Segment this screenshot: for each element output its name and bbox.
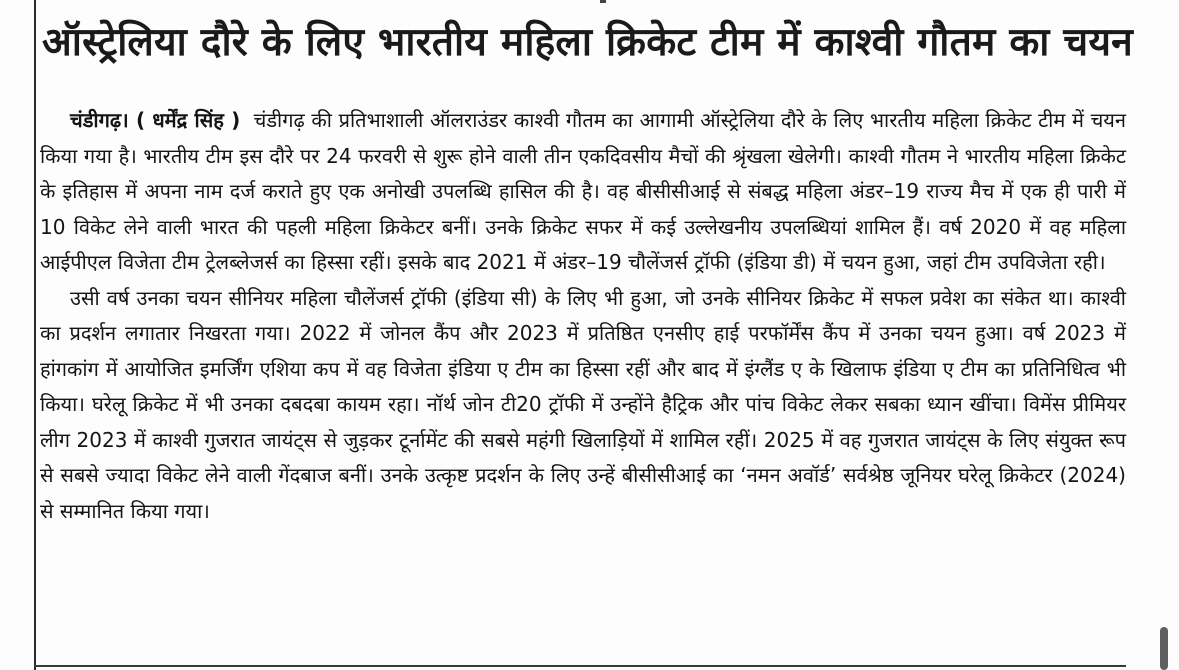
- paragraph-text: उसी वर्ष उनका चयन सीनियर महिला चौलेंजर्स ट्रॉफी (इंडिया सी) के लिए भी हुआ, जो उनके सीनियर क्रिकेट में सफल प्रवेश का संकेत था। काश्वी का प्रदर्शन लगातार निखरता गया। 2022 में जोनल कैंप और 2023 में प्रतिष्ठित एनसीए हाई परफॉर्मेंस कैंप में उनका चयन हुआ। वर्ष 2023 में हांगकांग में आयोजित इमर्जिंग एशिया कप में वह विजेता इंडिया ए टीम का हिस्सा रहीं और बाद में इंग्लैंड ए के खिलाफ इंडिया ए टीम का प्रतिनिधित्व भी किया। घरेलू क्रिकेट में भी उनका दबदबा कायम रहा। नॉर्थ जोन टी20 ट्रॉफी में उन्होंने हैट्रिक और पांच विकेट लेकर सबका ध्यान खींचा। विमेंस प्रीमियर लीग 2023 में काश्वी गुजरात जायंट्स से जुड़कर टूर्नामेंट की सबसे महंगी खिलाड़ियों में शामिल रहीं। 2025 में वह गुजरात जायंट्स के लिए संयुक्त रूप से सबसे ज्यादा विकेट लेने वाली गेंदबाज बनीं। उनके उत्कृष्ट प्रदर्शन के लिए उन्हें बीसीसीआई का ‘नमन अवॉर्ड’ सर्वश्रेष्ठ जूनियर घरेलू क्रिकेटर (2024) से सम्मानित किया गया।: [40, 285, 1126, 523]
- dateline: चंडीगढ़। ( धर्मेंद्र सिंह ): [70, 108, 241, 132]
- article-body: [40, 103, 1126, 529]
- top-print-mark: [600, 0, 606, 3]
- article-paragraph: [40, 281, 1126, 530]
- paragraph-text: चंडीगढ़ की प्रतिभाशाली ऑलराउंडर काश्वी गौतम का आगामी ऑस्ट्रेलिया दौरे के लिए भारतीय महिला क्रिकेट टीम में चयन किया गया है। भारतीय टीम इस दौरे पर 24 फरवरी से शुरू होने वाली तीन एकदिवसीय मैचों की श्रृंखला खेलेगी। काश्वी गौतम ने भारतीय महिला क्रिकेट के इतिहास में अपना नाम दर्ज कराते हुए एक अनोखी उपलब्धि हासिल की है। वह बीसीसीआई से संबद्ध महिला अंडर–19 राज्य मैच में एक ही पारी में 10 विकेट लेने वाली भारत की पहली महिला क्रिकेटर बनीं। उनके क्रिकेट सफर में कई उल्लेखनीय उपलब्धियां शामिल हैं। वर्ष 2020 में वह महिला आईपीएल विजेता टीम ट्रेलब्लेजर्स का हिस्सा रहीं। इसके बाद 2021 में अंडर–19 चौलेंजर्स ट्रॉफी (इंडिया डी) में चयन हुआ, जहां टीम उपविजेता रही।: [40, 108, 1127, 274]
- article-paragraph: [40, 103, 1126, 281]
- column-rule-bottom: [34, 665, 1126, 667]
- scrollbar-thumb[interactable]: [1160, 627, 1168, 670]
- headline: ऑस्ट्रेलिया दौरे के लिए भारतीय महिला क्रिकेट टीम में काश्वी गौतम का चयन: [41, 20, 1133, 65]
- column-rule-left: [34, 0, 36, 670]
